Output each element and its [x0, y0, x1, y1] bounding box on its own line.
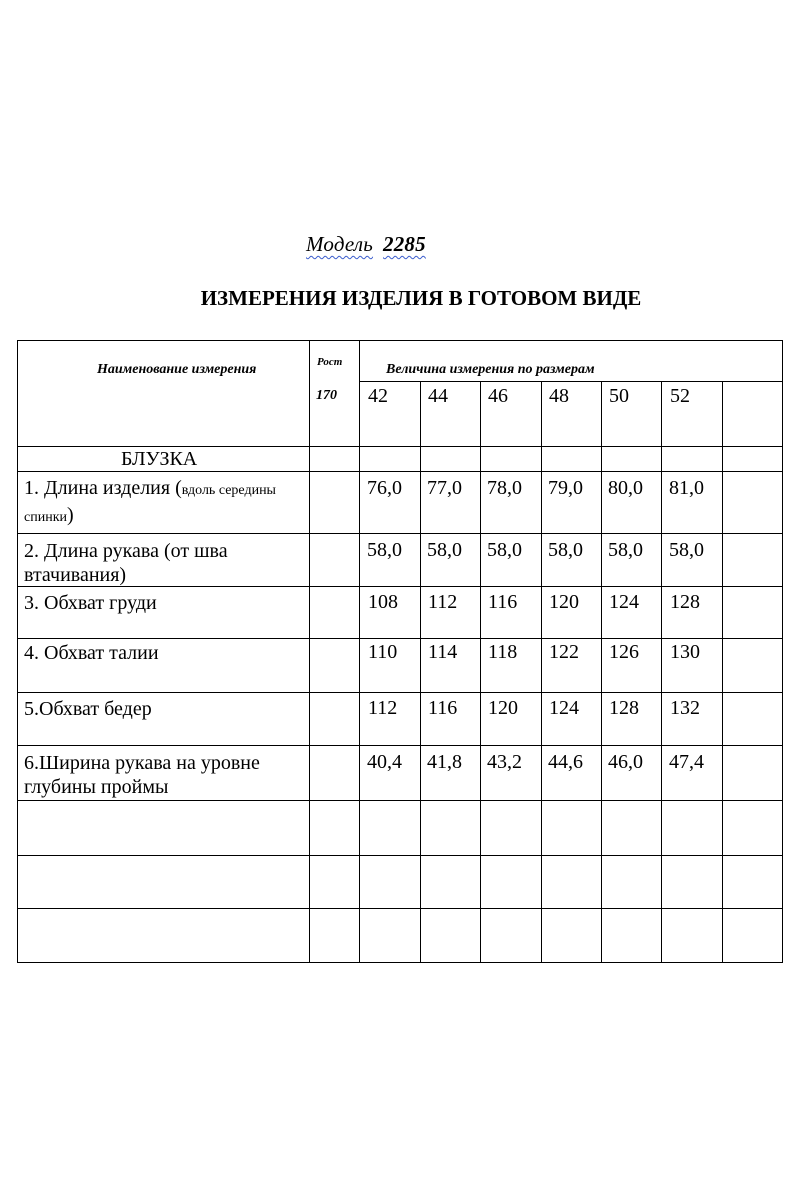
value-cell: 77,0 [427, 477, 462, 499]
value-cell: 124 [549, 697, 579, 719]
header-rost-value: 170 [316, 388, 337, 403]
value-cell: 114 [428, 641, 458, 663]
row-label-2: 2. Длина рукава (от шва втачивания) [24, 540, 228, 586]
value-cell: 47,4 [669, 751, 704, 773]
value-cell: 58,0 [427, 539, 462, 561]
value-cell: 128 [670, 591, 700, 613]
value-cell: 108 [368, 591, 398, 613]
value-cell: 132 [670, 697, 700, 719]
value-cell: 78,0 [487, 477, 522, 499]
row-label-4: 4. Обхват талии [24, 642, 159, 664]
value-cell: 79,0 [548, 477, 583, 499]
size-50: 50 [609, 385, 629, 407]
row-label-1: 1. Длина изделия (вдоль середины спинки) [24, 477, 276, 526]
model-number: 2285 [383, 232, 426, 256]
model-label: Модель [306, 232, 374, 256]
value-cell: 58,0 [669, 539, 704, 561]
value-cell: 130 [670, 641, 700, 663]
value-cell: 124 [609, 591, 639, 613]
value-cell: 44,6 [548, 751, 583, 773]
value-cell: 110 [368, 641, 398, 663]
value-cell: 43,2 [487, 751, 522, 773]
value-cell: 46,0 [608, 751, 643, 773]
value-cell: 122 [549, 641, 579, 663]
value-cell: 58,0 [548, 539, 583, 561]
value-cell: 116 [428, 697, 458, 719]
value-cell: 112 [368, 697, 398, 719]
header-sizes-label: Величина измерения по размерам [386, 362, 595, 377]
value-cell: 81,0 [669, 477, 704, 499]
value-cell: 40,4 [367, 751, 402, 773]
page-title: ИЗМЕРЕНИЯ ИЗДЕЛИЯ В ГОТОВОМ ВИДЕ [200, 286, 642, 310]
model-heading [306, 232, 426, 257]
value-cell: 58,0 [367, 539, 402, 561]
section-title: БЛУЗКА [121, 448, 198, 470]
header-name: Наименование измерения [97, 362, 257, 377]
size-46: 46 [488, 385, 508, 407]
value-cell: 120 [549, 591, 579, 613]
size-42: 42 [368, 385, 388, 407]
size-44: 44 [428, 385, 448, 407]
value-cell: 58,0 [608, 539, 643, 561]
value-cell: 76,0 [367, 477, 402, 499]
header-rost-label: Рост [317, 356, 343, 368]
size-48: 48 [549, 385, 569, 407]
value-cell: 58,0 [487, 539, 522, 561]
value-cell: 128 [609, 697, 639, 719]
size-52: 52 [670, 385, 690, 407]
value-cell: 41,8 [427, 751, 462, 773]
row-label-6: 6.Ширина рукава на уровне глубины проймы [24, 752, 260, 798]
row-label-3: 3. Обхват груди [24, 592, 157, 614]
measurements-table [17, 340, 783, 963]
value-cell: 116 [488, 591, 518, 613]
value-cell: 120 [488, 697, 518, 719]
value-cell: 118 [488, 641, 518, 663]
value-cell: 80,0 [608, 477, 643, 499]
row-label-5: 5.Обхват бедер [24, 698, 152, 720]
value-cell: 112 [428, 591, 458, 613]
value-cell: 126 [609, 641, 639, 663]
